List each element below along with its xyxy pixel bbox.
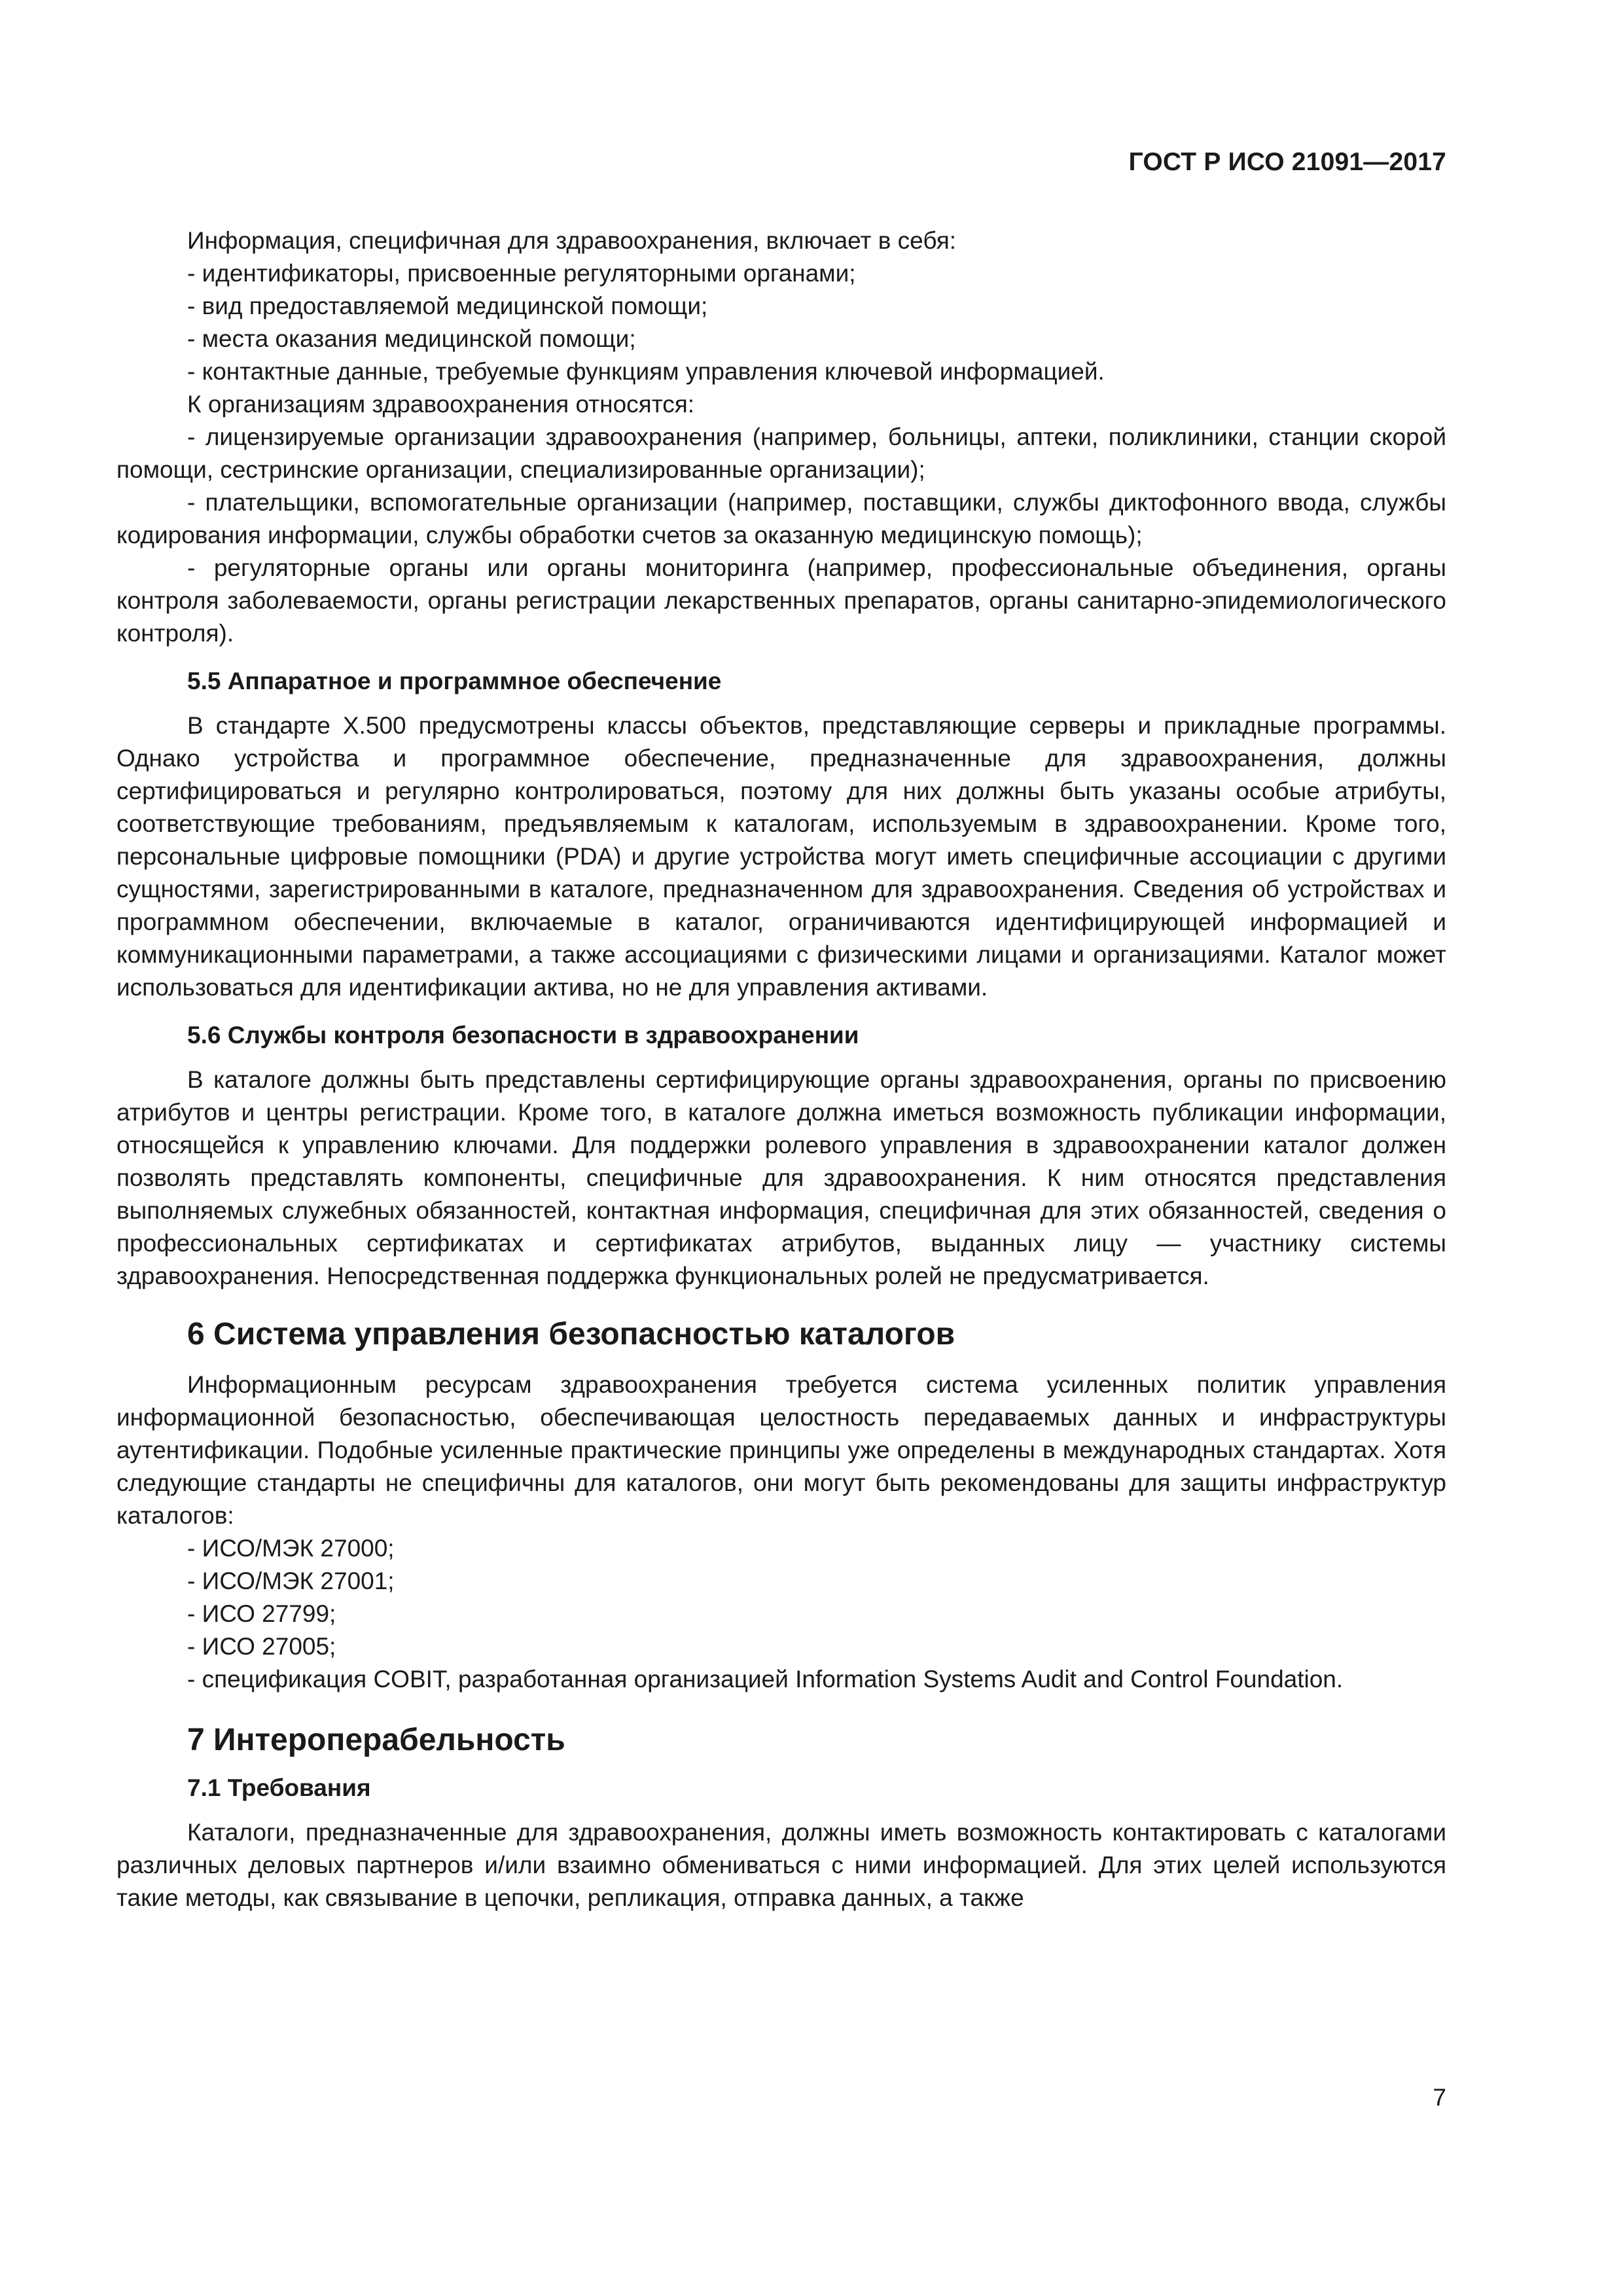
list-item: - вид предоставляемой медицинской помощи; [187,293,708,319]
section-heading-5-6: 5.6 Службы контроля безопасности в здравоохранении [187,1022,859,1049]
document-page [116,0,1446,2296]
list-item: - лицензируемые организации здравоохранения (например, больницы, аптеки, поликлиники, станции скорой помощи, сестринские организации, специализированные организации); [116,423,1446,483]
list-item: - ИСО 27799; [187,1600,336,1627]
list-item: - ИСО/МЭК 27001; [187,1568,395,1594]
list-item: - контактные данные, требуемые функциям управления ключевой информацией. [187,358,1105,385]
list-item: - плательщики, вспомогательные организации (например, поставщики, службы диктофонного ввода, службы кодирования информации, службы обработки счетов за оказанную медицинскую помощь); [116,489,1446,548]
paragraph-intro: Информация, специфичная для здравоохранения, включает в себя: [187,227,957,254]
list-item: - ИСО/МЭК 27000; [187,1535,395,1562]
section-heading-6: 6 Система управления безопасностью каталогов [187,1317,955,1352]
page-number: 7 [1433,2084,1446,2111]
paragraph-6: Информационным ресурсам здравоохранения требуется система усиленных политик управления информационной безопасностью, обеспечивающая целостность передаваемых данных и инфраструктуры аутентификации. Подобные усиленные практические принципы уже определены в международных стандартах. Хотя следующие стандарты не специфичны для каталогов, они могут быть рекомендованы для защиты инфраструктур каталогов: [116,1371,1446,1529]
list-item: - идентификаторы, присвоенные регуляторными органами; [187,260,856,287]
section-heading-7-1: 7.1 Требования [187,1774,371,1801]
paragraph-5-5: В стандарте X.500 предусмотрены классы объектов, представляющие серверы и прикладные программы. Однако устройства и программное обеспечение, предназначенные для здравоохранения, должны сертифицироваться и регулярно контролироваться, поэтому для них должны быть указаны особые атрибуты, соответствующие требованиям, предъявляемым к каталогам, используемым в здравоохранении. Кроме того, персональные цифровые помощники (PDA) и другие устройства могут иметь специфичные ассоциации с другими сущностями, зарегистрированными в каталоге, предназначенном для здравоохранения. Сведения об устройствах и программном обеспечении, включаемые в каталог, ограничиваются идентифицирующей информацией и коммуникационными параметрами, а также ассоциациями с физическими лицами и организациями. Каталог может использоваться для идентификации актива, но не для управления активами. [116,712,1446,1001]
list-item: - спецификация COBIT, разработанная организацией Information Systems Audit and Control Foundation. [187,1666,1344,1693]
document-code-header: ГОСТ Р ИСО 21091—2017 [1128,148,1446,176]
page-content [116,224,1446,1914]
list-item: - ИСО 27005; [187,1633,336,1660]
paragraph-5-6: В каталоге должны быть представлены сертифицирующие органы здравоохранения, органы по присвоению атрибутов и центры регистрации. Кроме того, в каталоге должна иметься возможность публикации информации, относящейся к управлению ключами. Для поддержки ролевого управления в здравоохранении каталог должен позволять представлять компоненты, специфичные для здравоохранения. К ним относятся представления выполняемых служебных обязанностей, контактная информация, специфичная для этих обязанностей, сведения о профессиональных сертификатах и сертификатах атрибутов, выданных лицу — участнику системы здравоохранения. Непосредственная поддержка функциональных ролей не предусматривается. [116,1066,1446,1289]
list-item: - регуляторные органы или органы мониторинга (например, профессиональные объединения, органы контроля заболеваемости, органы регистрации лекарственных препаратов, органы санитарно-эпидемиологического контроля). [116,554,1446,647]
list-item: - места оказания медицинской помощи; [187,325,636,352]
paragraph-organizations: К организациям здравоохранения относятся: [187,391,695,418]
section-heading-7: 7 Интероперабельность [187,1723,565,1757]
section-heading-5-5: 5.5 Аппаратное и программное обеспечение [187,668,722,694]
paragraph-7-1: Каталоги, предназначенные для здравоохранения, должны иметь возможность контактировать с каталогами различных деловых партнеров и/или взаимно обмениваться с ними информацией. Для этих целей используются такие методы, как связывание в цепочки, репликация, отправка данных, а также [116,1819,1446,1911]
